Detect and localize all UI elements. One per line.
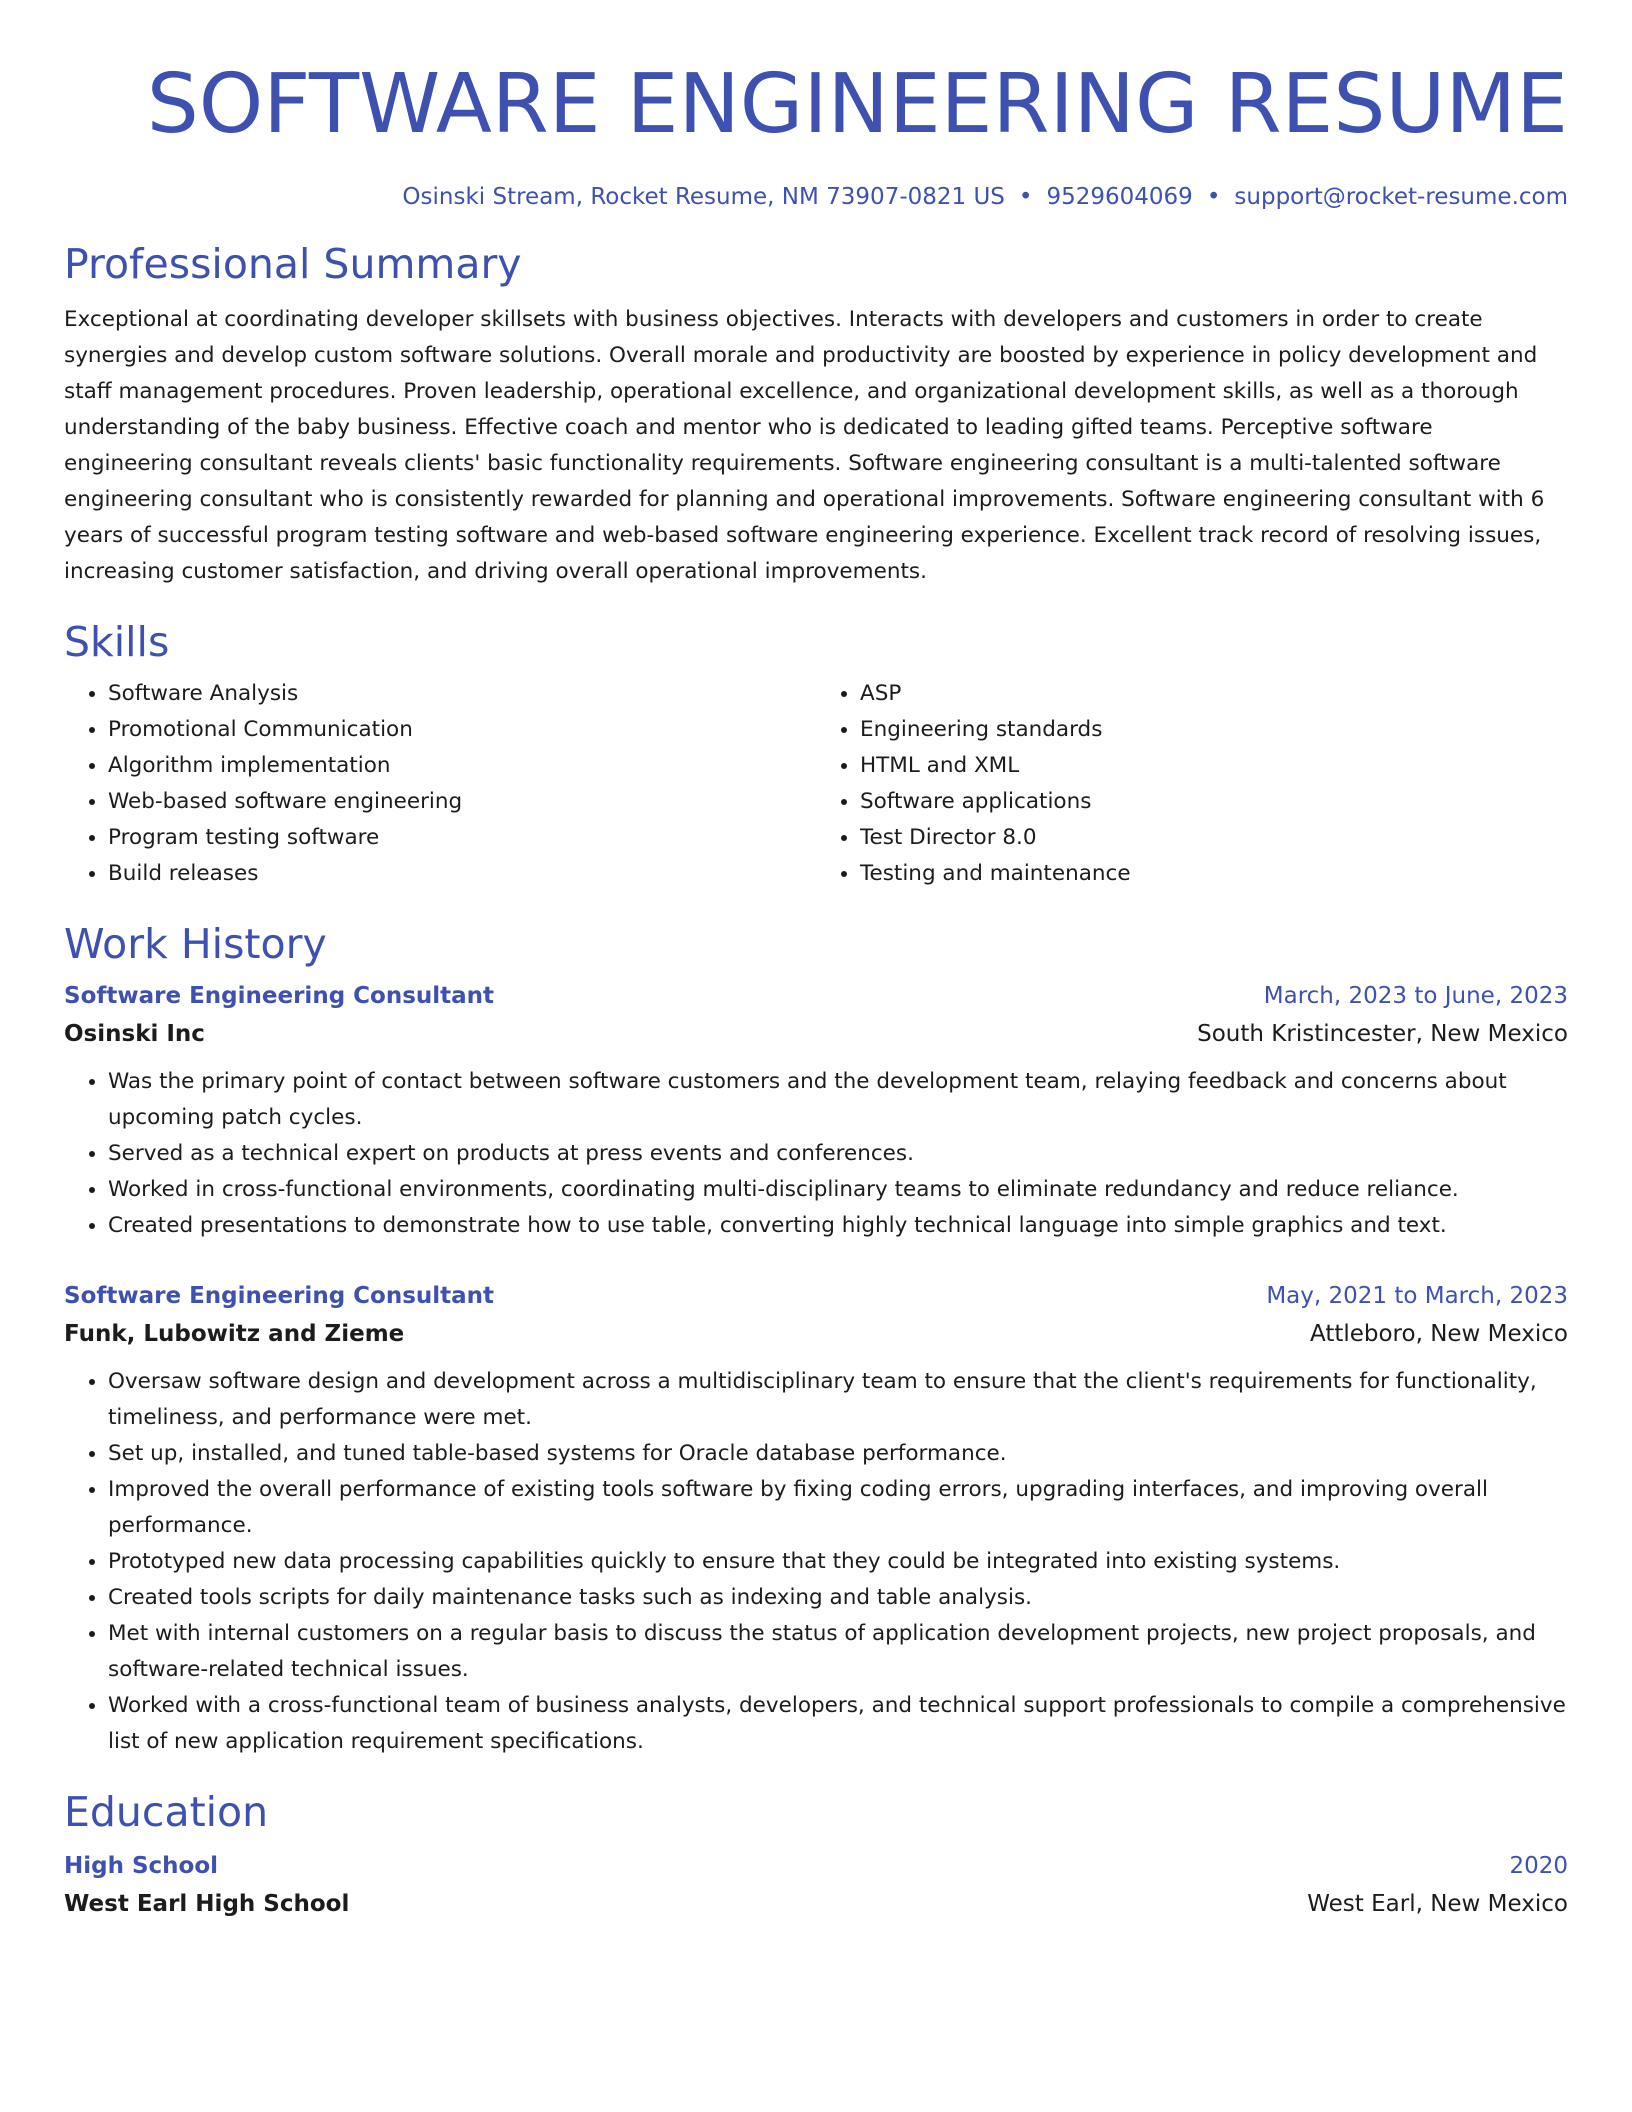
skill-item: • Promotional Communication xyxy=(108,712,816,748)
phone: 9529604069 xyxy=(1046,184,1193,210)
education-header xyxy=(64,1848,1568,1884)
job-bullet: • Prototyped new data processing capabilities quickly to ensure that they could be integrated into existing systems. xyxy=(108,1544,1568,1580)
skill-item: • ASP xyxy=(860,676,1568,712)
job-location: South Kristincester, New Mexico xyxy=(1197,1021,1568,1047)
job-header xyxy=(64,1278,1568,1314)
job-bullet: • Improved the overall performance of existing tools software by fixing coding errors, upgrading interfaces, and improving overall performance. xyxy=(108,1472,1568,1544)
skills-column-right xyxy=(816,676,1568,892)
education-entry xyxy=(64,1848,1568,1924)
skill-item: • Testing and maintenance xyxy=(860,856,1568,892)
job-subheader xyxy=(64,1014,1568,1054)
education-year: 2020 xyxy=(1509,1853,1568,1879)
job-bullets xyxy=(64,1364,1568,1760)
skill-item: • Build releases xyxy=(108,856,816,892)
job-bullet: • Created tools scripts for daily maintenance tasks such as indexing and table analysis. xyxy=(108,1580,1568,1616)
job-dates: May, 2021 to March, 2023 xyxy=(1266,1283,1568,1309)
job-role: Software Engineering Consultant xyxy=(64,983,495,1009)
skill-item: • Software Analysis xyxy=(108,676,816,712)
skill-item: • Algorithm implementation xyxy=(108,748,816,784)
skills-list xyxy=(64,676,1568,892)
separator: • xyxy=(1018,184,1033,210)
job-bullet: • Was the primary point of contact between software customers and the development team, relaying feedback and concerns about upcoming patch cycles. xyxy=(108,1064,1568,1136)
job-location: Attleboro, New Mexico xyxy=(1309,1321,1568,1347)
job-bullet: • Served as a technical expert on products at press events and conferences. xyxy=(108,1136,1568,1172)
work-history-heading: Work History xyxy=(64,920,327,968)
skill-item: • Program testing software xyxy=(108,820,816,856)
job-subheader xyxy=(64,1314,1568,1354)
skills-heading: Skills xyxy=(64,618,170,666)
contact-line xyxy=(64,182,1568,212)
skill-item: • Web-based software engineering xyxy=(108,784,816,820)
resume-title: SOFTWARE ENGINEERING RESUME xyxy=(146,57,1568,152)
education-heading: Education xyxy=(64,1788,269,1836)
skills-column-left xyxy=(64,676,816,892)
skill-item: • Test Director 8.0 xyxy=(860,820,1568,856)
job-bullet: • Created presentations to demonstrate how to use table, converting highly technical language into simple graphics and text. xyxy=(108,1208,1568,1244)
job-company: Osinski Inc xyxy=(64,1021,205,1047)
job-entry xyxy=(64,1278,1568,1760)
skill-item: • HTML and XML xyxy=(860,748,1568,784)
email-link[interactable]: support@rocket-resume.com xyxy=(1234,184,1568,210)
job-bullet: • Met with internal customers on a regular basis to discuss the status of application development projects, new project proposals, and software-related technical issues. xyxy=(108,1616,1568,1688)
education-subheader xyxy=(64,1884,1568,1924)
job-header xyxy=(64,978,1568,1014)
job-bullet: • Oversaw software design and development across a multidisciplinary team to ensure that the client's requirements for functionality, timeliness, and performance were met. xyxy=(108,1364,1568,1436)
skill-item: • Engineering standards xyxy=(860,712,1568,748)
summary-text: Exceptional at coordinating developer skillsets with business objectives. Interacts with developers and customers in order to create synergies and develop custom software solutions. Overall morale and productivity are boosted by experience in policy development and staff management procedures. Proven leadership, operational excellence, and organizational development skills, as well as a thorough understanding of the baby business. Effective coach and mentor who is dedicated to leading gifted teams. Perceptive software engineering consultant reveals clients' basic functionality requirements. Software engineering consultant is a multi-talented software engineering consultant who is consistently rewarded for planning and operational improvements. Software engineering consultant with 6 years of successful program testing software and web-based software engineering experience. Excellent track record of resolving issues, increasing customer satisfaction, and driving overall operational improvements. xyxy=(64,307,1545,584)
job-bullet: • Worked with a cross-functional team of business analysts, developers, and technical support professionals to compile a comprehensive list of new application requirement specifications. xyxy=(108,1688,1568,1760)
job-bullets xyxy=(64,1064,1568,1244)
job-entry xyxy=(64,978,1568,1244)
job-bullet: • Set up, installed, and tuned table-based systems for Oracle database performance. xyxy=(108,1436,1568,1472)
job-dates: March, 2023 to June, 2023 xyxy=(1263,983,1568,1009)
summary-heading: Professional Summary xyxy=(64,240,522,288)
education-location: West Earl, New Mexico xyxy=(1307,1891,1568,1917)
skill-item: • Software applications xyxy=(860,784,1568,820)
address: Osinski Stream, Rocket Resume, NM 73907-0821 US xyxy=(402,184,1005,210)
education-degree: High School xyxy=(64,1853,219,1879)
job-bullet: • Worked in cross-functional environments, coordinating multi-disciplinary teams to eliminate redundancy and reduce reliance. xyxy=(108,1172,1568,1208)
job-role: Software Engineering Consultant xyxy=(64,1283,495,1309)
education-school: West Earl High School xyxy=(64,1891,350,1917)
job-company: Funk, Lubowitz and Zieme xyxy=(64,1321,405,1347)
separator: • xyxy=(1206,184,1221,210)
